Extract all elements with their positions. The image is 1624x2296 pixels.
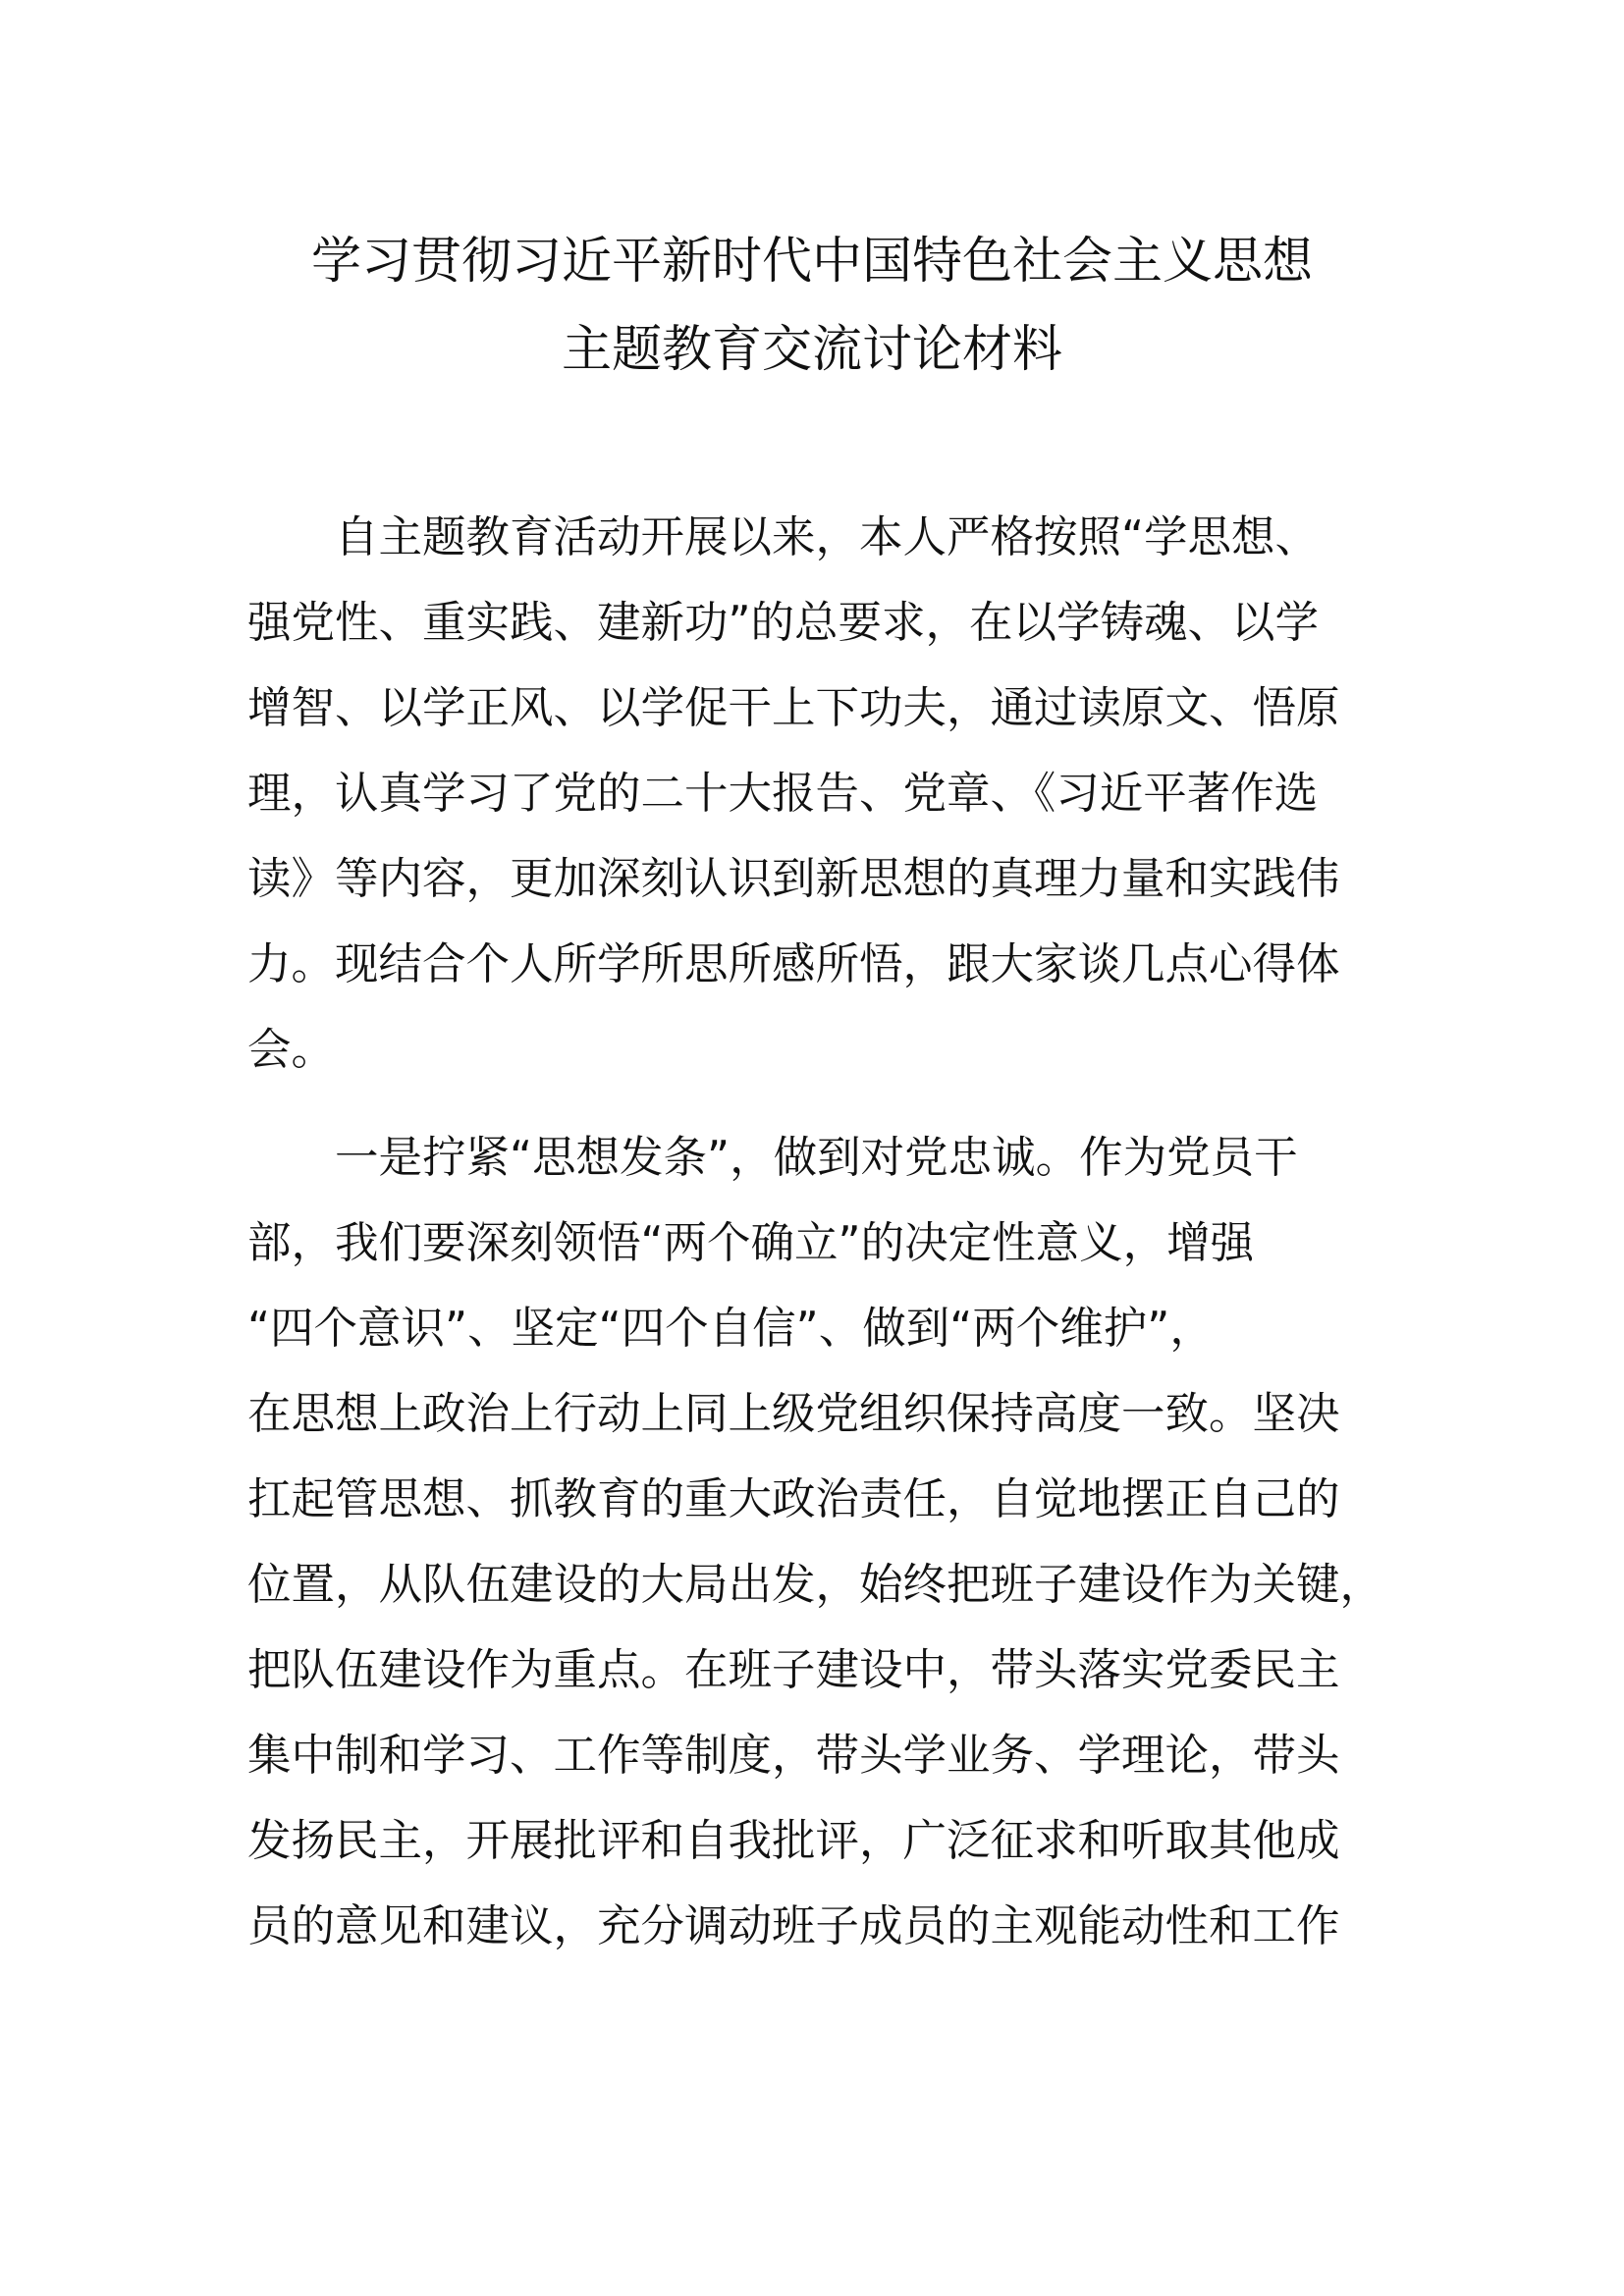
text-line: 强党性、重实践、建新功”的总要求，在以学铸魂、以学 [247,598,1320,648]
text-line: 部，我们要深刻领悟“两个确立”的决定性意义，增强 [247,1218,1255,1268]
text-line: 读》等内容，更加深刻认识到新思想的真理力量和实践伟 [247,854,1340,904]
document-title-line-2: 主题教育交流讨论材料 [561,321,1062,379]
text-line: 位置，从队伍建设的大局出发，始终把班子建设作为关键， [247,1560,1384,1610]
text-line: 员的意见和建议，充分调动班子成员的主观能动性和工作 [247,1901,1340,1951]
text-line: 集中制和学习、工作等制度，带头学业务、学理论，带头 [247,1731,1340,1781]
paragraph-point-one [247,1115,1396,1969]
text-line: 扛起管思想、抓教育的重大政治责任，自觉地摆正自己的 [247,1474,1340,1524]
text-line: 理，认真学习了党的二十大报告、党章、《习近平著作选 [247,769,1319,819]
text-line: 在思想上政治上行动上同上级党组织保持高度一致。坚决 [247,1389,1340,1439]
text-line: 会。 [247,1025,336,1075]
text-line: 把队伍建设作为重点。在班子建设中，带头落实党委民主 [247,1645,1340,1695]
document-title-line-1: 学习贯彻习近平新时代中国特色社会主义思想 [310,233,1313,291]
text-line: 增智、以学正风、以学促干上下功夫，通过读原文、悟原 [247,683,1340,733]
text-line: 发扬民主，开展批评和自我批评，广泛征求和听取其他成 [247,1816,1340,1866]
paragraph-intro [247,495,1396,1093]
text-line: “四个意识”、坚定“四个自信”、做到“两个维护”， [247,1304,1214,1354]
text-line: 自主题教育活动开展以来，本人严格按照“学思想、 [335,512,1320,562]
text-line: 力。现结合个人所学所思所感所悟，跟大家谈几点心得体 [247,939,1340,989]
text-line: 一是拧紧“思想发条”，做到对党忠诚。作为党员干 [335,1133,1298,1183]
